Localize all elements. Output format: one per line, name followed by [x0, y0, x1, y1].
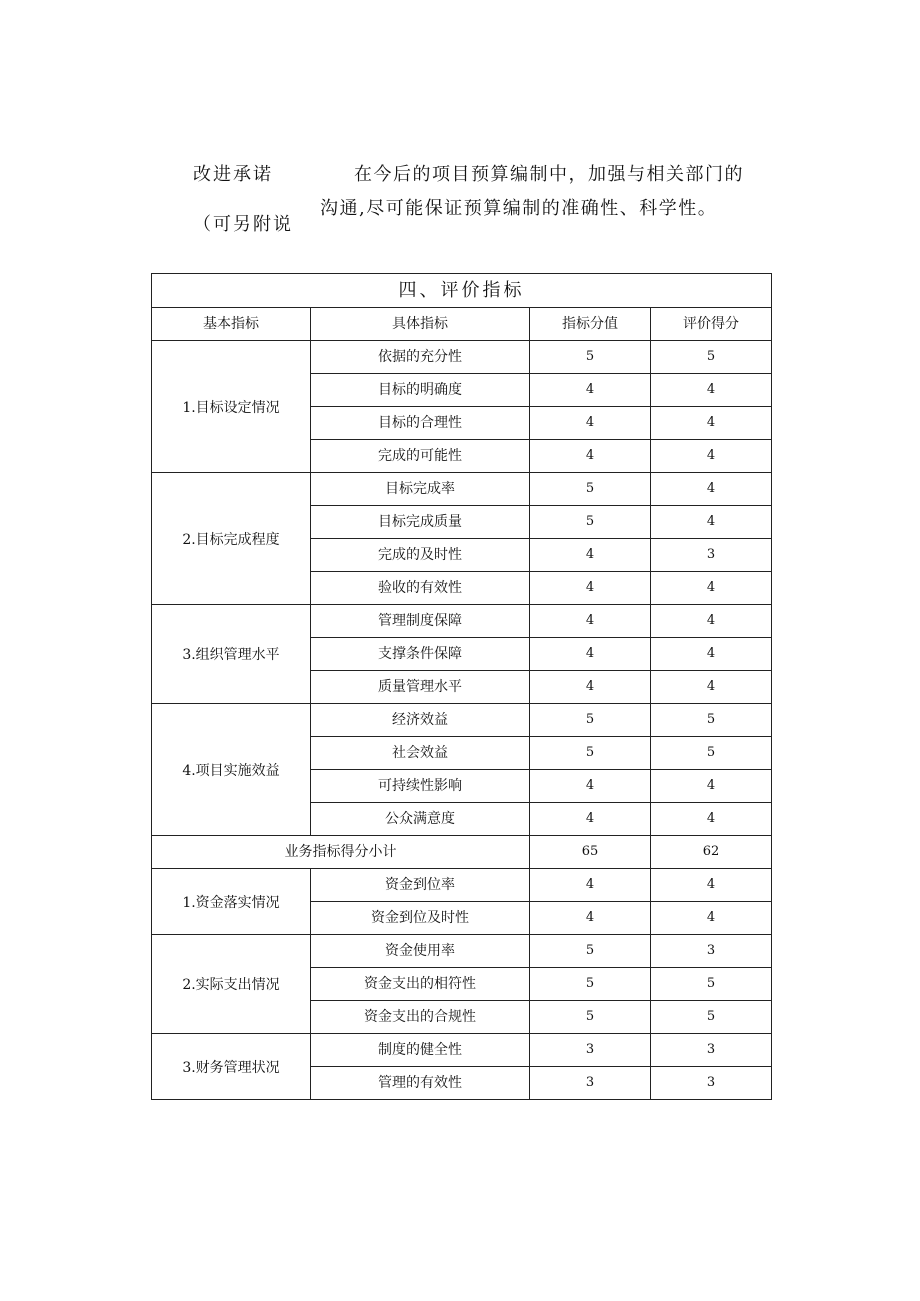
category-cell: 3.财务管理状况 — [152, 1034, 311, 1100]
item-cell: 完成的可能性 — [311, 440, 530, 473]
score-cell: 4 — [530, 440, 651, 473]
item-cell: 社会效益 — [311, 737, 530, 770]
subtotal-eval: 62 — [651, 836, 772, 869]
eval-cell: 4 — [651, 473, 772, 506]
eval-cell: 3 — [651, 539, 772, 572]
item-cell: 管理的有效性 — [311, 1067, 530, 1100]
eval-cell: 4 — [651, 572, 772, 605]
score-cell: 4 — [530, 638, 651, 671]
item-cell: 经济效益 — [311, 704, 530, 737]
score-cell: 4 — [530, 902, 651, 935]
score-cell: 5 — [530, 737, 651, 770]
category-cell: 3.组织管理水平 — [152, 605, 311, 704]
eval-cell: 4 — [651, 407, 772, 440]
table-row — [152, 935, 772, 968]
score-cell: 3 — [530, 1067, 651, 1100]
score-cell: 5 — [530, 704, 651, 737]
commitment-label: 改进承诺 — [193, 164, 273, 185]
item-cell: 质量管理水平 — [311, 671, 530, 704]
table-title-row — [152, 274, 772, 308]
header-basic: 基本指标 — [152, 308, 311, 341]
table-header-row — [152, 308, 772, 341]
item-cell: 资金到位及时性 — [311, 902, 530, 935]
commitment-label-note: （可另附说 — [193, 214, 293, 235]
subtotal-score: 65 — [530, 836, 651, 869]
score-cell: 4 — [530, 407, 651, 440]
score-cell: 3 — [530, 1034, 651, 1067]
score-cell: 5 — [530, 1001, 651, 1034]
score-cell: 4 — [530, 605, 651, 638]
eval-cell: 3 — [651, 1067, 772, 1100]
eval-cell: 4 — [651, 770, 772, 803]
evaluation-table — [151, 273, 772, 1100]
item-cell: 目标的明确度 — [311, 374, 530, 407]
item-cell: 资金使用率 — [311, 935, 530, 968]
table-title: 四、评价指标 — [152, 274, 772, 308]
eval-cell: 5 — [651, 704, 772, 737]
table-row — [152, 341, 772, 374]
score-cell: 5 — [530, 341, 651, 374]
table-row — [152, 473, 772, 506]
score-cell: 4 — [530, 539, 651, 572]
eval-cell: 4 — [651, 374, 772, 407]
eval-cell: 4 — [651, 440, 772, 473]
commitment-text: 在今后的项目预算编制中，加强与相关部门的沟通,尽可能保证预算编制的准确性、科学性。 — [320, 164, 744, 219]
eval-cell: 5 — [651, 968, 772, 1001]
score-cell: 5 — [530, 968, 651, 1001]
score-cell: 4 — [530, 803, 651, 836]
eval-cell: 4 — [651, 869, 772, 902]
score-cell: 5 — [530, 935, 651, 968]
category-cell: 4.项目实施效益 — [152, 704, 311, 836]
item-cell: 目标完成率 — [311, 473, 530, 506]
score-cell: 5 — [530, 506, 651, 539]
item-cell: 制度的健全性 — [311, 1034, 530, 1067]
category-cell: 2.实际支出情况 — [152, 935, 311, 1034]
eval-cell: 5 — [651, 341, 772, 374]
item-cell: 目标完成质量 — [311, 506, 530, 539]
item-cell: 目标的合理性 — [311, 407, 530, 440]
item-cell: 资金支出的相符性 — [311, 968, 530, 1001]
item-cell: 管理制度保障 — [311, 605, 530, 638]
eval-cell: 5 — [651, 737, 772, 770]
subtotal-label: 业务指标得分小计 — [152, 836, 530, 869]
subtotal-row — [152, 836, 772, 869]
item-cell: 资金到位率 — [311, 869, 530, 902]
table-row — [152, 869, 772, 902]
table-row — [152, 1034, 772, 1067]
header-eval: 评价得分 — [651, 308, 772, 341]
eval-cell: 4 — [651, 803, 772, 836]
table-row — [152, 704, 772, 737]
score-cell: 5 — [530, 473, 651, 506]
item-cell: 完成的及时性 — [311, 539, 530, 572]
eval-cell: 4 — [651, 506, 772, 539]
item-cell: 支撑条件保障 — [311, 638, 530, 671]
item-cell: 可持续性影响 — [311, 770, 530, 803]
eval-cell: 4 — [651, 638, 772, 671]
score-cell: 4 — [530, 572, 651, 605]
category-cell: 1.目标设定情况 — [152, 341, 311, 473]
item-cell: 依据的充分性 — [311, 341, 530, 374]
eval-cell: 4 — [651, 605, 772, 638]
category-cell: 2.目标完成程度 — [152, 473, 311, 605]
item-cell: 资金支出的合规性 — [311, 1001, 530, 1034]
eval-cell: 5 — [651, 1001, 772, 1034]
item-cell: 验收的有效性 — [311, 572, 530, 605]
item-cell: 公众满意度 — [311, 803, 530, 836]
eval-cell: 3 — [651, 935, 772, 968]
table-row — [152, 605, 772, 638]
header-specific: 具体指标 — [311, 308, 530, 341]
eval-cell: 4 — [651, 902, 772, 935]
score-cell: 4 — [530, 869, 651, 902]
score-cell: 4 — [530, 770, 651, 803]
score-cell: 4 — [530, 671, 651, 704]
eval-cell: 3 — [651, 1034, 772, 1067]
score-cell: 4 — [530, 374, 651, 407]
header-score: 指标分值 — [530, 308, 651, 341]
category-cell: 1.资金落实情况 — [152, 869, 311, 935]
eval-cell: 4 — [651, 671, 772, 704]
